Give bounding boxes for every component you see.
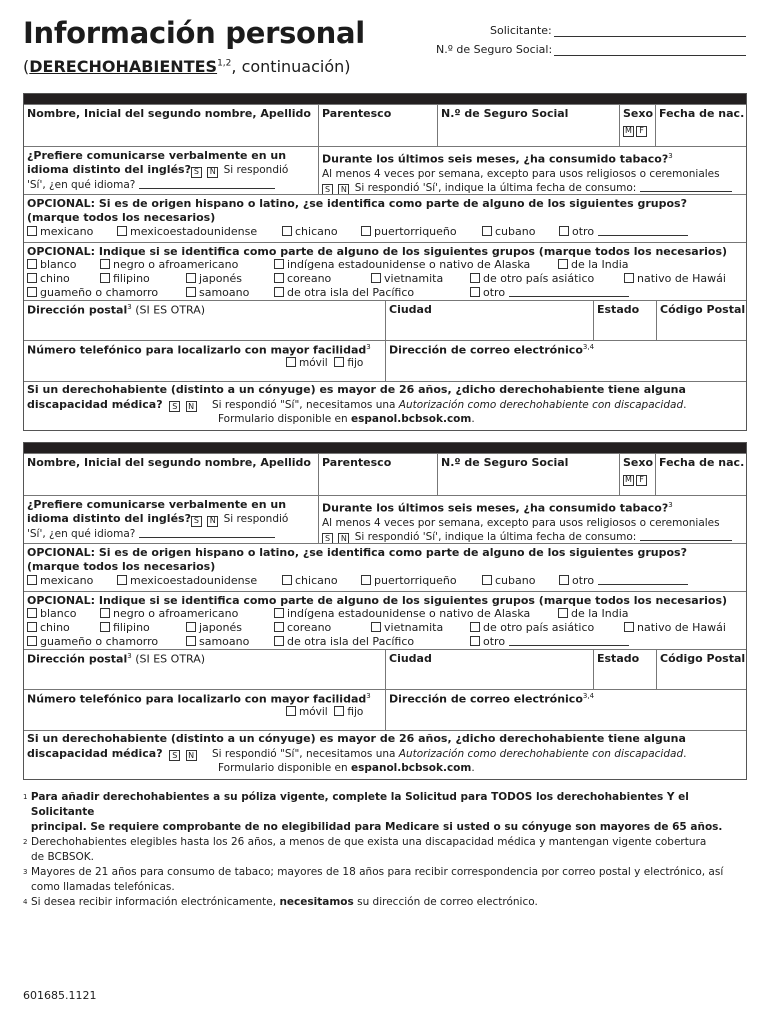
race-option[interactable]: negro o afroamericano — [100, 607, 238, 620]
address-field[interactable]: Dirección postal$^3$ (SI ES OTRA) — [27, 652, 206, 666]
language-yes-checkbox[interactable]: S — [191, 167, 202, 178]
race-option[interactable]: filipino — [100, 272, 150, 285]
tobacco-question: Durante los últimos seis meses, ¿ha consumido tabaco?$^3$ Al menos 4 veces por semana, excepto para usos religiosos o ceremoniales S N Si respondió 'Sí', indique la última fecha de consumo: — [318, 496, 748, 543]
race-option[interactable]: de otra isla del Pacífico — [274, 635, 414, 648]
hispanic-option[interactable]: cubano — [482, 574, 535, 587]
race-row: OPCIONAL: Indique si se identifica como parte de alguno de los siguientes grupos (marque todos los necesarios) blanco negro o afroamericano indígena estadounidense o nativo de Alaska de la India chino filipino japonés coreano vietnamita de otro país asiático nativo de Hawái guameño o chamorro samoano de otra isla del Pacífico otro — [24, 591, 746, 649]
race-option[interactable]: vietnamita — [371, 621, 443, 634]
form-number: 601685.1121 — [23, 989, 97, 1002]
footnote-2: 2 Derechohabientes elegibles hasta los 26 años, a menos de que exista una discapacidad médica y mantengan vigente cobertura de BCBSOK. — [23, 836, 707, 863]
race-option[interactable]: guameño o chamorro — [27, 635, 158, 648]
relationship-field[interactable]: Parentesco — [318, 105, 437, 146]
identity-row — [24, 104, 746, 146]
race-option[interactable]: samoano — [186, 635, 249, 648]
disability-no-checkbox[interactable]: N — [186, 750, 197, 761]
name-field[interactable]: Nombre, Inicial del segundo nombre, Apellido — [27, 107, 311, 120]
race-option[interactable]: samoano — [186, 286, 249, 299]
hispanic-option[interactable]: mexicano — [27, 574, 93, 587]
tobacco-question: Durante los últimos seis meses, ¿ha consumido tabaco?$^3$ Al menos 4 veces por semana, excepto para usos religiosos o ceremoniales S N Si respondió 'Sí', indique la última fecha de consumo: — [318, 147, 748, 194]
disability-row: Si un derechohabiente (distinto a un cónyuge) es mayor de 26 años, ¿dicho derechohabiente tiene alguna discapacidad médica? S N Si respondió "Sí", necesitamos una Autorización como derechohabiente con discapacidad. Formulario disponible en espanol.bcbsok.com. — [24, 381, 746, 430]
race-option[interactable]: de otro país asiático — [470, 621, 594, 634]
tobacco-date-input[interactable] — [640, 531, 732, 541]
relationship-field[interactable]: Parentesco — [318, 454, 437, 495]
hispanic-option[interactable]: mexicoestadounidense — [117, 225, 257, 238]
address-row — [24, 649, 746, 689]
race-option[interactable]: de otro país asiático — [470, 272, 594, 285]
address-field[interactable]: Dirección postal$^3$ (SI ES OTRA) — [27, 303, 206, 317]
race-option[interactable]: indígena estadounidense o nativo de Alaska — [274, 258, 530, 271]
applicant-field[interactable]: Solicitante: — [490, 24, 746, 37]
hispanic-option[interactable]: chicano — [282, 574, 338, 587]
race-option[interactable]: chino — [27, 272, 70, 285]
race-option[interactable]: nativo de Hawái — [624, 621, 726, 634]
footnotes — [23, 790, 747, 910]
contact-row — [24, 340, 746, 381]
sex-m-checkbox[interactable]: M — [623, 475, 634, 486]
language-tobacco-row — [24, 495, 746, 543]
phone-mobile-checkbox[interactable] — [286, 706, 296, 716]
phone-fixed-checkbox[interactable] — [334, 706, 344, 716]
zip-field[interactable]: Código Postal — [656, 301, 748, 340]
race-option[interactable]: de otra isla del Pacífico — [274, 286, 414, 299]
zip-field[interactable]: Código Postal — [656, 650, 748, 689]
sex-field: Sexo M F — [619, 105, 655, 146]
phone-mobile-checkbox[interactable] — [286, 357, 296, 367]
hispanic-option[interactable]: chicano — [282, 225, 338, 238]
tobacco-no-checkbox[interactable]: N — [338, 184, 349, 195]
ssn-field[interactable]: N.º de Seguro Social — [437, 105, 619, 146]
race-option[interactable]: chino — [27, 621, 70, 634]
contact-row — [24, 689, 746, 730]
hispanic-row: OPCIONAL: Si es de origen hispano o latino, ¿se identifica como parte de alguno de los siguientes grupos? (marque todos los necesarios) mexicano mexicoestadounidense chicano puertorriqueño cubano otro — [24, 194, 746, 242]
hispanic-row: OPCIONAL: Si es de origen hispano o latino, ¿se identifica como parte de alguno de los siguientes grupos? (marque todos los necesarios) mexicano mexicoestadounidense chicano puertorriqueño cubano otro — [24, 543, 746, 591]
ssn-field[interactable]: N.º de Seguro Social — [437, 454, 619, 495]
phone-fixed-checkbox[interactable] — [334, 357, 344, 367]
hispanic-option[interactable]: mexicoestadounidense — [117, 574, 257, 587]
page-subtitle: (DERECHOHABIENTES$^{1,2}$, continuación) — [23, 57, 351, 76]
race-option[interactable]: de la India — [558, 607, 629, 620]
language-question: ¿Prefiere comunicarse verbalmente en un idioma distinto del inglés? S N Si respondió 'Sí', ¿en qué idioma? — [27, 149, 289, 191]
sex-field: Sexo M F — [619, 454, 655, 495]
language-question: ¿Prefiere comunicarse verbalmente en un idioma distinto del inglés? S N Si respondió 'Sí', ¿en qué idioma? — [27, 498, 289, 540]
race-option[interactable]: otro — [470, 635, 629, 648]
page-title: Información personal — [23, 16, 365, 50]
language-no-checkbox[interactable]: N — [207, 516, 218, 527]
footnote-4: 4 Si desea recibir información electrónicamente, necesitamos su dirección de correo electrónico. — [23, 896, 538, 908]
dob-field[interactable]: Fecha de nac. — [655, 454, 748, 495]
race-option[interactable]: filipino — [100, 621, 150, 634]
state-field[interactable]: Estado — [593, 301, 656, 340]
language-tobacco-row — [24, 146, 746, 194]
race-option[interactable]: coreano — [274, 272, 331, 285]
race-option[interactable]: nativo de Hawái — [624, 272, 726, 285]
language-yes-checkbox[interactable]: S — [191, 516, 202, 527]
language-input[interactable] — [139, 528, 275, 538]
address-row — [24, 300, 746, 340]
hispanic-option[interactable]: otro — [559, 225, 688, 238]
city-field[interactable]: Ciudad — [385, 301, 593, 340]
race-option[interactable]: otro — [470, 286, 629, 299]
city-field[interactable]: Ciudad — [385, 650, 593, 689]
disability-yes-checkbox[interactable]: S — [169, 750, 180, 761]
race-option[interactable]: blanco — [27, 258, 77, 271]
phone-field[interactable]: Número telefónico para localizarlo con mayor facilidad$^3$ móvil fijo — [27, 692, 371, 718]
email-field[interactable]: Dirección de correo electrónico$^{3,4}$ — [385, 341, 748, 381]
sex-f-checkbox[interactable]: F — [636, 475, 647, 486]
disability-yes-checkbox[interactable]: S — [169, 401, 180, 412]
footnote-3: 3 Mayores de 21 años para consumo de tabaco; mayores de 18 años para recibir correspondencia por correo postal y electrónico, así como llamadas telefónicas. — [23, 866, 724, 893]
race-option[interactable]: japonés — [186, 272, 242, 285]
tobacco-no-checkbox[interactable]: N — [338, 533, 349, 544]
hispanic-option[interactable]: puertorriqueño — [361, 574, 457, 587]
race-option[interactable]: negro o afroamericano — [100, 258, 238, 271]
identity-row — [24, 453, 746, 495]
dob-field[interactable]: Fecha de nac. — [655, 105, 748, 146]
email-field[interactable]: Dirección de correo electrónico$^{3,4}$ — [385, 690, 748, 730]
hispanic-option[interactable]: puertorriqueño — [361, 225, 457, 238]
disability-no-checkbox[interactable]: N — [186, 401, 197, 412]
disability-row: Si un derechohabiente (distinto a un cónyuge) es mayor de 26 años, ¿dicho derechohabiente tiene alguna discapacidad médica? S N Si respondió "Sí", necesitamos una Autorización como derechohabiente con discapacidad. Formulario disponible en espanol.bcbsok.com. — [24, 730, 746, 779]
name-field[interactable]: Nombre, Inicial del segundo nombre, Apellido — [27, 456, 311, 469]
tobacco-yes-checkbox[interactable]: S — [322, 184, 333, 195]
race-row: OPCIONAL: Indique si se identifica como parte de alguno de los siguientes grupos (marque todos los necesarios) blanco negro o afroamericano indígena estadounidense o nativo de Alaska de la India chino filipino japonés coreano vietnamita de otro país asiático nativo de Hawái guameño o chamorro samoano de otra isla del Pacífico otro — [24, 242, 746, 300]
race-option[interactable]: de la India — [558, 258, 629, 271]
dependent-section-2 — [23, 442, 747, 780]
race-option[interactable]: guameño o chamorro — [27, 286, 158, 299]
hispanic-option[interactable]: otro — [559, 574, 688, 587]
hispanic-option[interactable]: cubano — [482, 225, 535, 238]
race-option[interactable]: coreano — [274, 621, 331, 634]
race-option[interactable]: vietnamita — [371, 272, 443, 285]
language-no-checkbox[interactable]: N — [207, 167, 218, 178]
bcbsok-link[interactable]: espanol.bcbsok.com — [351, 762, 472, 774]
footnote-1: 1 Para añadir derechohabientes a su póliza vigente, complete la Solicitud para TODOS los derechohabientes Y el Solicitante principal. Se requiere comprobante de no elegibilidad para Medicare si usted o su cónyuge son mayores de 65 años. — [23, 791, 723, 833]
race-option[interactable]: blanco — [27, 607, 77, 620]
tobacco-yes-checkbox[interactable]: S — [322, 533, 333, 544]
state-field[interactable]: Estado — [593, 650, 656, 689]
section-bar — [24, 94, 746, 104]
dependent-section-1 — [23, 93, 747, 431]
hispanic-option[interactable]: mexicano — [27, 225, 93, 238]
race-option[interactable]: japonés — [186, 621, 242, 634]
bcbsok-link[interactable]: espanol.bcbsok.com — [351, 413, 472, 425]
language-input[interactable] — [139, 179, 275, 189]
applicant-ssn-field[interactable]: N.º de Seguro Social: — [436, 43, 746, 56]
tobacco-date-input[interactable] — [640, 182, 732, 192]
phone-field[interactable]: Número telefónico para localizarlo con mayor facilidad$^3$ móvil fijo — [27, 343, 371, 369]
race-option[interactable]: indígena estadounidense o nativo de Alaska — [274, 607, 530, 620]
sex-m-checkbox[interactable]: M — [623, 126, 634, 137]
sex-f-checkbox[interactable]: F — [636, 126, 647, 137]
section-bar — [24, 443, 746, 453]
